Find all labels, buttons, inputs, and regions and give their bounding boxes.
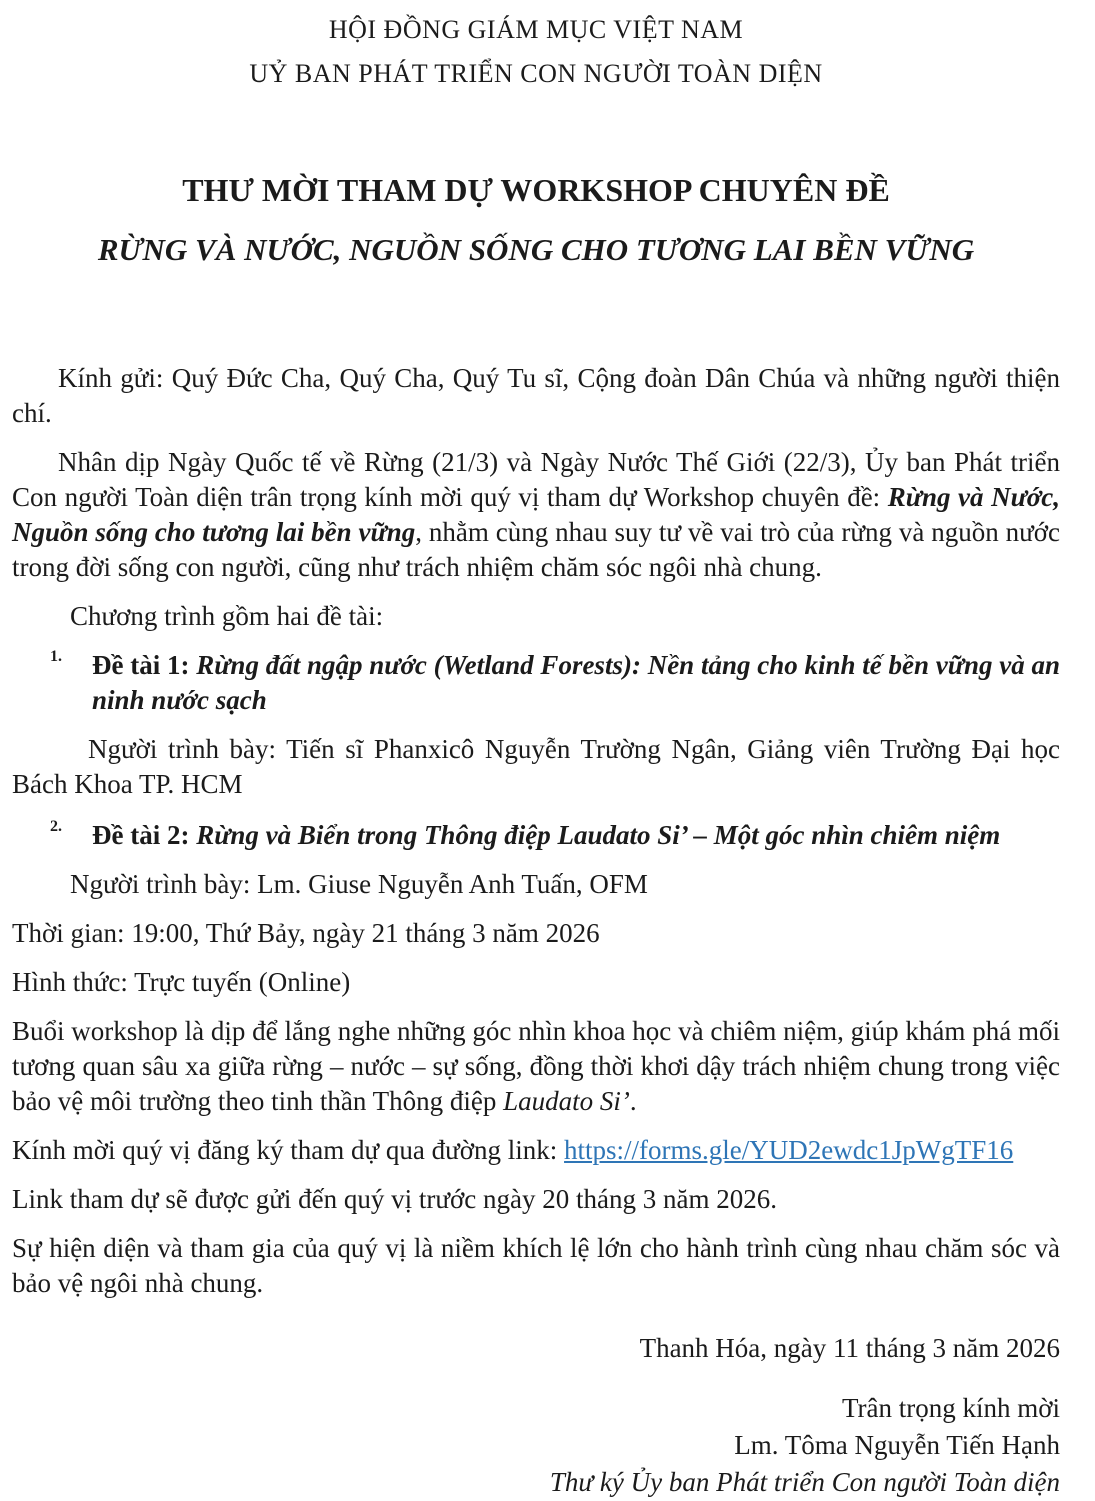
registration-paragraph [12, 1133, 1060, 1168]
workshop-theme-emphasis: Rừng và Nước, Nguồn sống cho tương lai bền vững [12, 482, 1060, 547]
program-intro: Chương trình gồm hai đề tài: [70, 601, 384, 631]
closing-paragraph: Sự hiện diện và tham gia của quý vị là niềm khích lệ lớn cho hành trình cùng nhau chăm sóc và bảo vệ ngôi nhà chung. [12, 1233, 1060, 1298]
encyclical-name-emphasis: Laudato Si’ [503, 1086, 630, 1116]
intro-paragraph [12, 445, 1060, 585]
description-text-2: . [629, 1086, 637, 1116]
topic-1-title: Rừng đất ngập nước (Wetland Forests): Nền tảng cho kinh tế bền vững và an ninh nước sạch [92, 650, 1060, 715]
link-note-paragraph: Link tham dự sẽ được gửi đến quý vị trước ngày 20 tháng 3 năm 2026. [12, 1184, 777, 1214]
topic-1-label: Đề tài 1: [92, 650, 197, 680]
document-subtitle: RỪNG VÀ NƯỚC, NGUỒN SỐNG CHO TƯƠNG LAI BỀN VỮNG [97, 232, 975, 267]
topic-item-1 [12, 648, 1060, 718]
greeting-paragraph: Kính gửi: Quý Đức Cha, Quý Cha, Quý Tu sĩ, Cộng đoàn Dân Chúa và những người thiện chí. [12, 363, 1060, 428]
letter-body [12, 361, 1060, 1501]
signatory-role: Thư ký Ủy ban Phát triển Con người Toàn diện [549, 1467, 1060, 1497]
dateline: Thanh Hóa, ngày 11 tháng 3 năm 2026 [639, 1333, 1060, 1363]
format-line: Hình thức: Trực tuyến (Online) [12, 967, 351, 997]
letterhead [12, 13, 1060, 91]
registration-link[interactable]: https://forms.gle/YUD2ewdc1JpWgTF16 [564, 1135, 1014, 1165]
description-paragraph [12, 1014, 1060, 1119]
time-line: Thời gian: 19:00, Thứ Bảy, ngày 21 tháng 3 năm 2026 [12, 918, 600, 948]
topic-1-presenter: Người trình bày: Tiến sĩ Phanxicô Nguyễn Trường Ngân, Giảng viên Trường Đại học Bách Khoa TP. HCM [12, 734, 1060, 799]
topic-1-text [92, 648, 1060, 718]
description-text-1: Buổi workshop là dịp để lắng nghe những góc nhìn khoa học và chiêm niệm, giúp khám phá mối tương quan sâu xa giữa rừng – nước – sự sống, đồng thời khơi dậy trách nhiệm chung trong việc bảo vệ môi trường theo tinh thần Thông điệp [12, 1016, 1060, 1116]
signature-salutation: Trân trọng kính mời [841, 1393, 1060, 1423]
intro-text-1: Nhân dịp Ngày Quốc tế về Rừng (21/3) và Ngày Nước Thế Giới (22/3), Ủy ban Phát triển Con người Toàn diện trân trọng kính mời quý vị tham dự Workshop chuyên đề: [12, 447, 1060, 512]
signature-block [12, 1390, 1060, 1501]
organization-name: HỘI ĐỒNG GIÁM MỤC VIỆT NAM [328, 15, 744, 44]
topic-2-text [92, 818, 1060, 853]
topic-item-2 [12, 818, 1060, 853]
topic-2-label: Đề tài 2: [92, 820, 197, 850]
intro-text-2: , nhằm cùng nhau suy tư về vai trò của rừng và nguồn nước trong đời sống con người, cũng như trách nhiệm chăm sóc ngôi nhà chung. [12, 517, 1061, 582]
registration-prefix: Kính mời quý vị đăng ký tham dự qua đường link: [12, 1135, 565, 1165]
document-title: THƯ MỜI THAM DỰ WORKSHOP CHUYÊN ĐỀ [182, 172, 890, 208]
committee-name: UỶ BAN PHÁT TRIỂN CON NGƯỜI TOÀN DIỆN [249, 59, 823, 88]
topic-2-presenter: Người trình bày: Lm. Giuse Nguyễn Anh Tuấn, OFM [70, 869, 648, 899]
topic-2-title: Rừng và Biển trong Thông điệp Laudato Si’ – Một góc nhìn chiêm niệm [196, 820, 1001, 850]
topic-2-number: 2. [50, 818, 62, 835]
signatory-name: Lm. Tôma Nguyễn Tiến Hạnh [734, 1430, 1060, 1460]
topic-1-number: 1. [50, 648, 62, 665]
